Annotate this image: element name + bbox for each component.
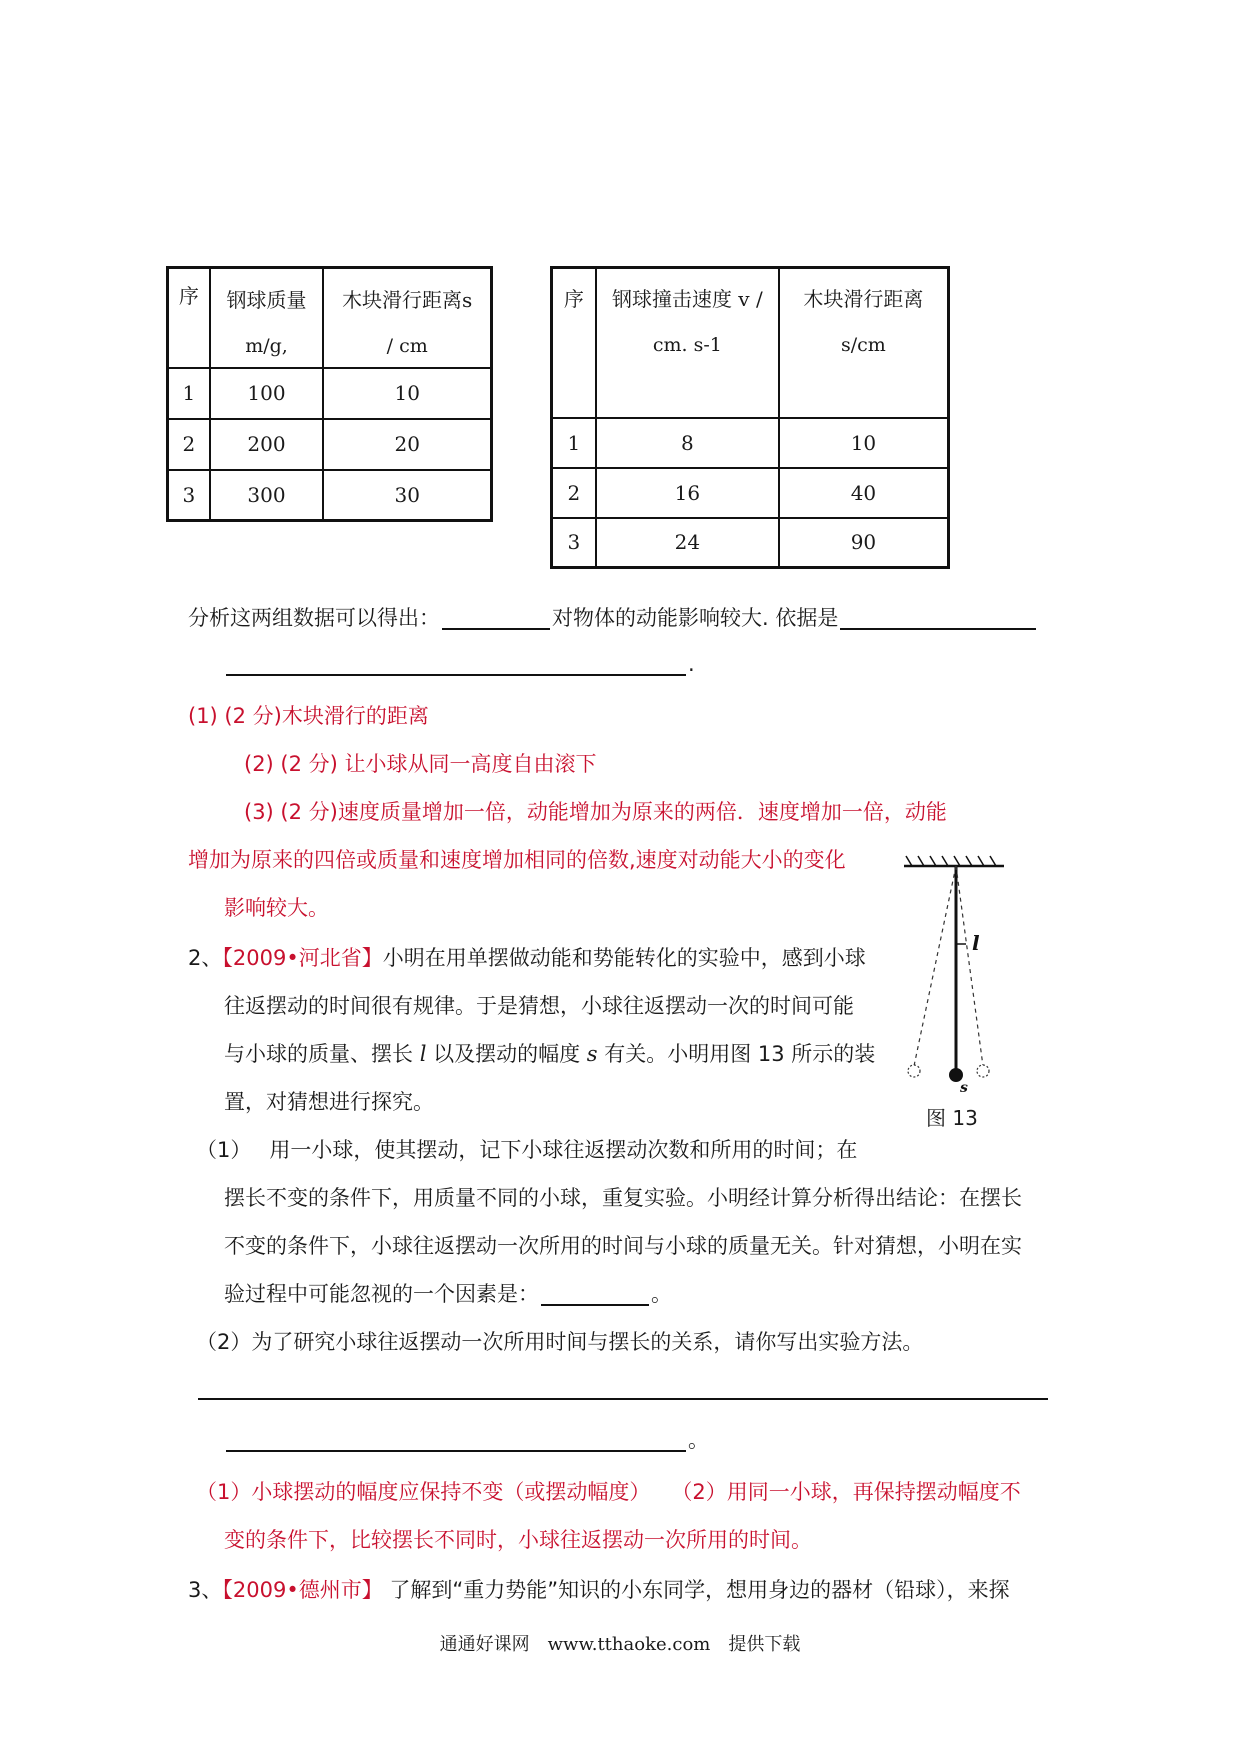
sub-question-1-line-4 [224,1282,672,1306]
table-cell: 40 [779,468,949,518]
left-swing-path [914,866,956,1066]
mass-data-table [166,266,493,522]
table-header-row [552,268,949,418]
question-text: 与小球的质量、摆长 [224,1042,420,1066]
table-header-cell: 序 [168,268,210,368]
length-label: l [972,931,980,955]
table-cell: 2 [168,419,210,470]
table-row [552,468,949,518]
table-cell: 16 [596,468,779,518]
question-2-line-2: 往返摆动的时间很有规律。于是猜想，小球往返摆动一次的时间可能 [224,994,854,1018]
question-2-line-3 [224,1042,875,1066]
figure-caption: 图 13 [926,1106,978,1130]
table-cell: 2 [552,468,596,518]
answer-line: 增加为原来的四倍或质量和速度增加相同的倍数,速度对动能大小的变化 [188,848,846,872]
answer-blank[interactable] [541,1284,649,1306]
answer-blank[interactable] [226,654,686,676]
period: 。 [651,1282,672,1306]
table-row [552,418,949,468]
right-ball-outline [977,1065,989,1077]
question-2-line-1 [188,946,866,970]
table-cell: 100 [210,368,324,419]
page-footer: 通通好课网 www.tthaoke.com 提供下载 [439,1634,801,1655]
sub-question-1-line-1 [196,1138,857,1162]
table-header-cell: 木块滑行距离s / cm [323,268,491,368]
table-header-row [168,268,492,368]
sub-question-label: （1） [196,1138,252,1162]
table-cell: 30 [323,470,491,521]
table-cell: 90 [779,518,949,568]
table-cell: 24 [596,518,779,568]
analysis-line [188,606,1038,630]
table-cell: 1 [552,418,596,468]
table-row [552,518,949,568]
answer-line: (1) (2 分)木块滑行的距离 [188,704,429,728]
answer-line: (2) (2 分) 让小球从同一高度自由滚下 [244,752,597,776]
table-header-cell: 序 [552,268,596,418]
sub-question-1-line-3: 不变的条件下，小球往返摆动一次所用的时间与小球的质量无关。针对猜想，小明在实 [224,1234,1022,1258]
answer-line-blank-2 [224,1428,709,1452]
question-2-line-4: 置，对猜想进行探究。 [224,1090,434,1114]
question-text: 小明在用单摆做动能和势能转化的实验中，感到小球 [382,946,866,970]
period: 。 [688,1428,709,1452]
answer-blank[interactable] [840,608,1036,630]
question-number: 3、 [188,1578,223,1602]
table-row [168,368,492,419]
velocity-data-table [550,266,950,569]
answer-line: (3) (2 分)速度质量增加一倍，动能增加为原来的两倍．速度增加一倍，动能 [244,800,947,824]
table-cell: 20 [323,419,491,470]
question-text: 有关。小明用图 13 所示的装 [597,1042,876,1066]
sub-question-2: （2）为了研究小球往返摆动一次所用时间与摆长的关系，请你写出实验方法。 [196,1330,924,1354]
table-header-cell: 钢球撞击速度 v / cm. s-1 [596,268,779,418]
sub-question-1-line-2: 摆长不变的条件下，用质量不同的小球，重复实验。小明经计算分析得出结论：在摆长 [224,1186,1022,1210]
question-3-line-1 [188,1578,1010,1602]
right-swing-path [956,866,983,1066]
analysis-middle: 对物体的动能影响较大. 依据是 [552,606,839,630]
answer-blank[interactable] [442,608,550,630]
table-cell: 8 [596,418,779,468]
question-source-tag: 【2009•河北省】 [222,946,383,970]
variable-l: l [419,1042,427,1066]
table-cell: 200 [210,419,324,470]
pendulum-figure [900,846,1012,1106]
table-cell: 3 [552,518,596,568]
question-text: 用一小球，使其摆动，记下小球往返摆动次数和所用的时间；在 [269,1138,858,1162]
answer-line: （1）小球摆动的幅度应保持不变（或摆动幅度） （2）用同一小球，再保持摆动幅度不 [196,1480,1021,1504]
question-text: 以及摆动的幅度 [426,1042,587,1066]
table-header-cell: 钢球质量 m/g, [210,268,324,368]
question-text: 了解到“重力势能”知识的小东同学，想用身边的器材（铅球），来探 [382,1578,1010,1602]
amplitude-label: s [960,1080,968,1096]
table-row [168,419,492,470]
table-cell: 10 [323,368,491,419]
table-row [168,470,492,521]
left-ball-outline [908,1065,920,1077]
question-text: 验过程中可能忽视的一个因素是： [224,1282,539,1306]
variable-s: s [586,1042,598,1066]
analysis-prefix: 分析这两组数据可以得出： [188,606,440,630]
answer-line: 影响较大。 [224,896,329,920]
analysis-line-2 [224,652,695,676]
question-source-tag: 【2009•德州市】 [222,1578,383,1602]
ceiling-support [904,856,1004,866]
table-cell: 300 [210,470,324,521]
table-cell: 3 [168,470,210,521]
period: . [688,652,695,676]
table-header-cell: 木块滑行距离 s/cm [779,268,949,418]
table-cell: 1 [168,368,210,419]
answer-line: 变的条件下，比较摆长不同时，小球往返摆动一次所用的时间。 [224,1528,812,1552]
table-cell: 10 [779,418,949,468]
question-number: 2、 [188,946,223,970]
answer-blank[interactable] [226,1430,686,1452]
answer-line-blank[interactable] [198,1398,1048,1400]
